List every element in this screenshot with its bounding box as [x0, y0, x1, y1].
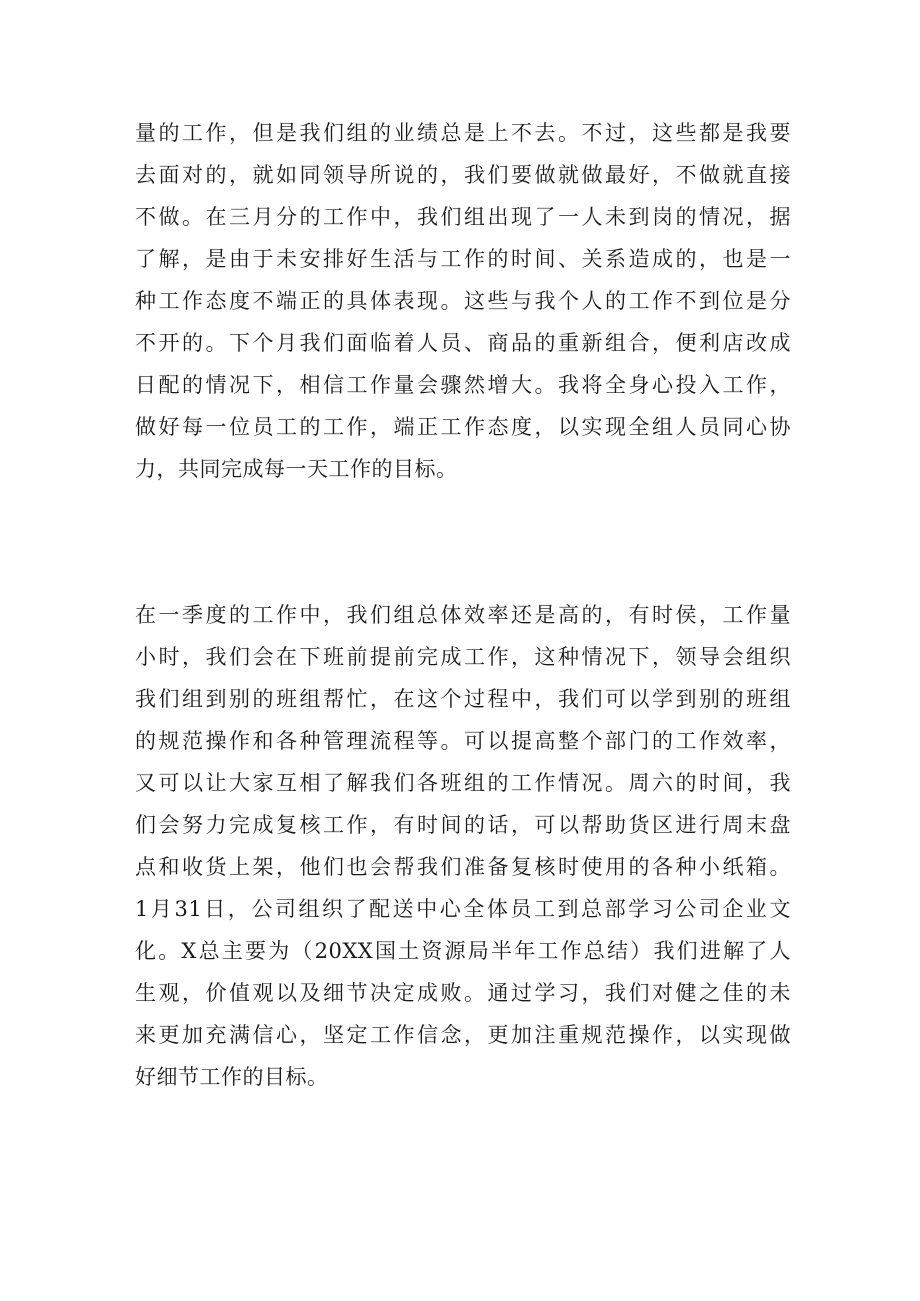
text-line: 做好每一位员工的工作，端正工作态度，以实现全组人员同心协 [135, 415, 791, 439]
text-line: 量的工作，但是我们组的业绩总是上不去。不过，这些都是我要 [135, 121, 791, 145]
text-line: 生观，价值观以及细节决定成败。通过学习，我们对健之佳的未 [135, 981, 791, 1005]
text-line: 不做。在三月分的工作中，我们组出现了一人未到岗的情况，据 [135, 205, 791, 229]
text-line: 们会努力完成复核工作，有时间的话，可以帮助货区进行周末盘 [135, 813, 791, 837]
text-line: 小时，我们会在下班前提前完成工作，这种情况下，领导会组织 [135, 645, 791, 669]
text-line: 我们组到别的班组帮忙，在这个过程中，我们可以学到别的班组 [135, 687, 791, 711]
text-line: 的规范操作和各种管理流程等。可以提高整个部门的工作效率， [135, 729, 791, 753]
text-line: 种工作态度不端正的具体表现。这些与我个人的工作不到位是分 [135, 289, 791, 313]
text-line: 点和收货上架，他们也会帮我们准备复核时使用的各种小纸箱。 [135, 855, 791, 879]
text-line: 日配的情况下，相信工作量会骤然增大。我将全身心投入工作， [135, 373, 791, 397]
text-line: 1月31日，公司组织了配送中心全体员工到总部学习公司企业文 [135, 897, 791, 921]
paragraph-work-status [135, 112, 791, 490]
text-line: 在一季度的工作中，我们组总体效率还是高的，有时侯，工作量 [135, 603, 791, 627]
text-line: 力，共同完成每一天工作的目标。 [135, 457, 458, 481]
paragraph-quarter-efficiency [135, 594, 791, 1098]
text-line: 不开的。下个月我们面临着人员、商品的重新组合，便利店改成 [135, 331, 791, 355]
text-line: 了解，是由于未安排好生活与工作的时间、关系造成的，也是一 [135, 247, 791, 271]
text-line: 化。X总主要为（20XX国土资源局半年工作总结）我们进解了人 [135, 939, 791, 963]
text-line: 又可以让大家互相了解我们各班组的工作情况。周六的时间，我 [135, 771, 791, 795]
text-line: 来更加充满信心，坚定工作信念，更加注重规范操作，以实现做 [135, 1023, 791, 1047]
text-line: 好细节工作的目标。 [135, 1065, 329, 1089]
text-line: 去面对的，就如同领导所说的，我们要做就做最好，不做就直接 [135, 163, 791, 187]
